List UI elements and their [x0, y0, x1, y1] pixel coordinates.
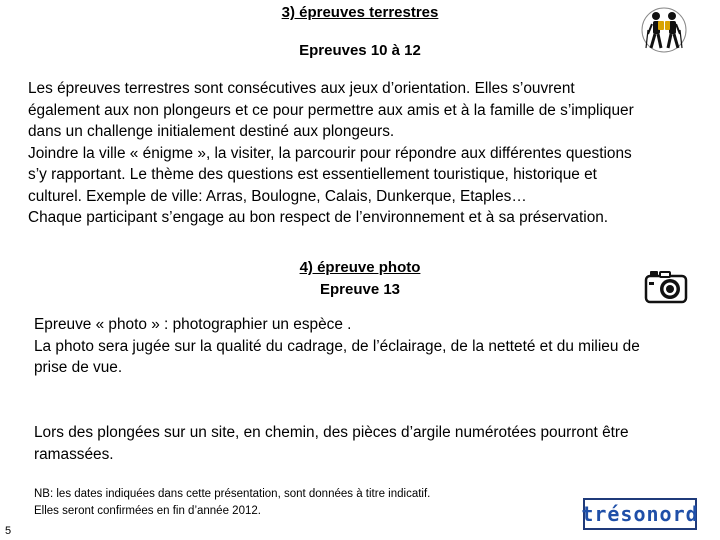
- text-line: ramassées.: [34, 445, 114, 463]
- text-line: Les épreuves terrestres sont consécutives aux jeux d’orientation. Elles s’ouvrent: [28, 80, 575, 97]
- camera-icon: [644, 268, 688, 304]
- section4-title: 4) épreuve photo: [299, 259, 421, 276]
- section4-paragraph: [34, 314, 694, 379]
- section3-paragraph: [28, 78, 698, 229]
- text-line: Joindre la ville « énigme », la visiter, la parcourir pour répondre aux différentes questions: [28, 144, 632, 162]
- section4-subtitle: Epreuve 13: [319, 281, 401, 298]
- tresonord-logo: [583, 498, 697, 530]
- text-line: dans un challenge initialement destiné aux plongeurs.: [28, 123, 395, 140]
- footnote: [34, 486, 574, 520]
- text-line: prise de vue.: [34, 359, 123, 376]
- text-line: La photo sera jugée sur la qualité du cadrage, de l’éclairage, de la netteté et du milieu de: [34, 337, 640, 355]
- text-line: NB: les dates indiquées dans cette présentation, sont données à titre indicatif.: [34, 488, 431, 500]
- page-number: 5: [5, 525, 12, 537]
- text-line: culturel. Exemple de ville: Arras, Boulogne, Calais, Dunkerque, Etaples…: [28, 187, 527, 205]
- text-line: Chaque participant s’engage au bon respect de l’environnement et à sa préservation.: [28, 209, 609, 226]
- text-line: Epreuve « photo » : photographier un espèce .: [34, 316, 352, 333]
- pieces-paragraph: [34, 422, 694, 465]
- text-line: Lors des plongées sur un site, en chemin, des pièces d’argile numérotées pourront être: [34, 424, 629, 441]
- text-line: Elles seront confirmées en fin d’année 2012.: [34, 505, 261, 517]
- logo-text: trésonord: [581, 502, 699, 526]
- section3-title: 3) épreuves terrestres: [281, 4, 439, 21]
- text-line: s’y rapportant. Le thème des questions est essentiellement touristique, historique et: [28, 166, 597, 183]
- text-line: également aux non plongeurs et ce pour permettre aux amis et à la famille de s’impliquer: [28, 101, 634, 119]
- section3-subtitle: Epreuves 10 à 12: [299, 42, 421, 59]
- hikers-icon: [640, 6, 688, 54]
